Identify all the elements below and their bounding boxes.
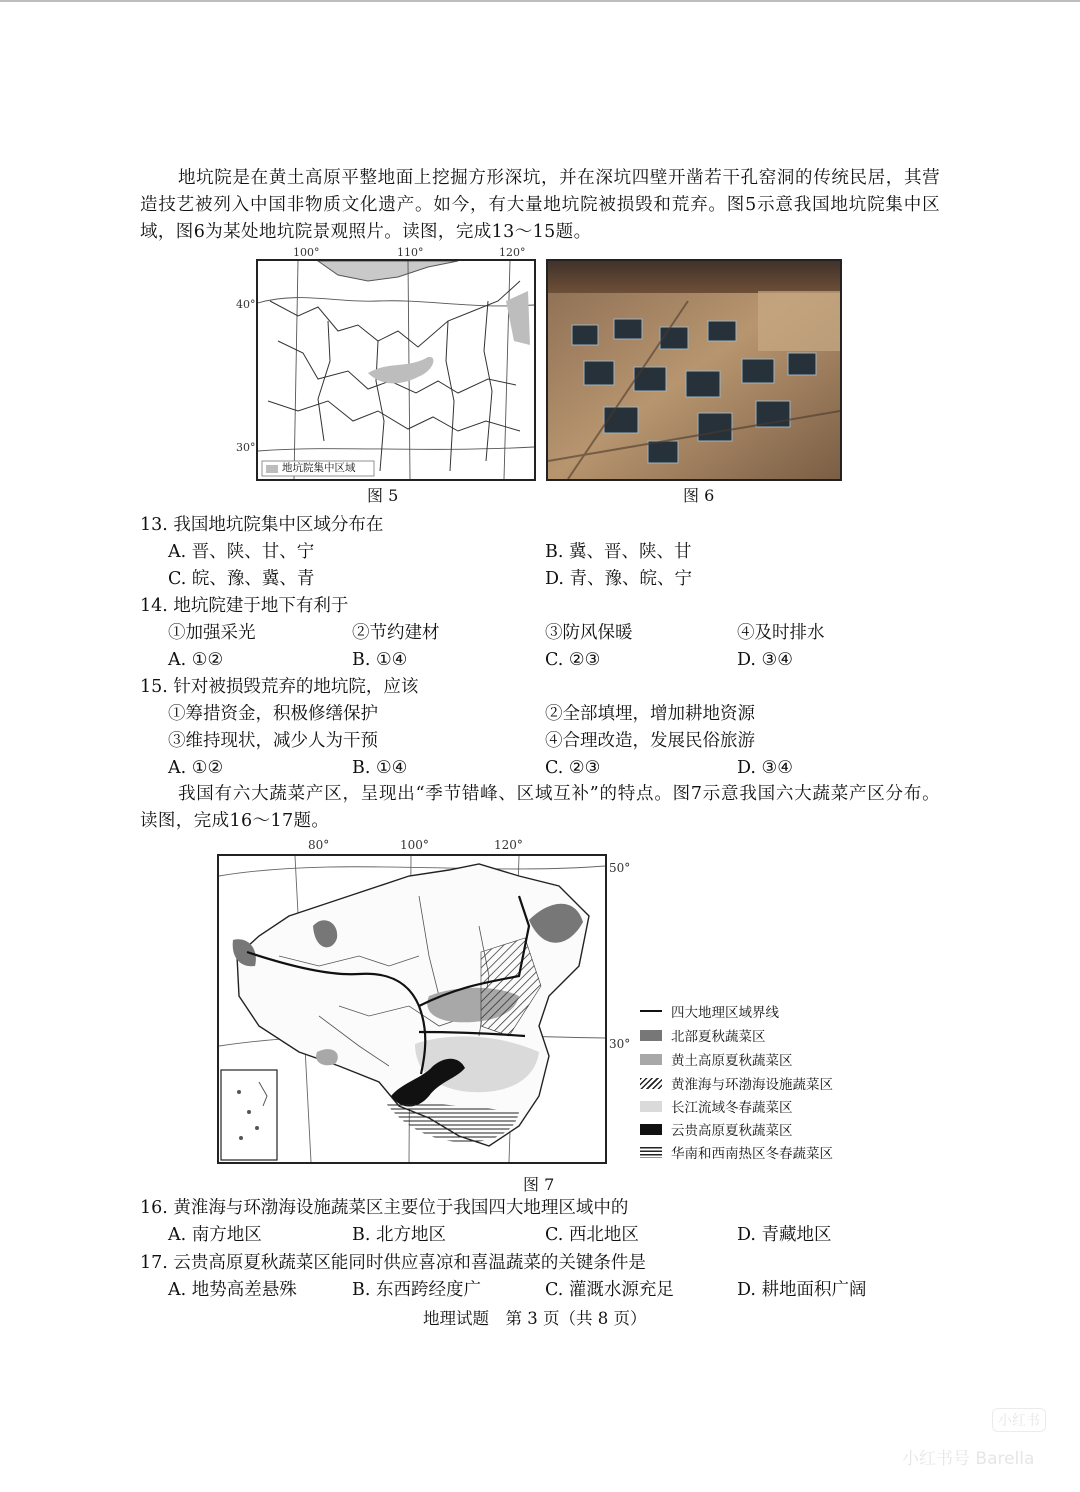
q13-stem: 13. 我国地坑院集中区域分布在 <box>140 515 384 535</box>
fig7-legend-yungui <box>640 1119 793 1139</box>
q15-option-b[interactable]: B. ①④ <box>352 758 408 778</box>
q14-item-4: ④及时排水 <box>737 623 825 643</box>
legend-label-huanghuaihai: 黄淮海与环渤海设施蔬菜区 <box>671 1077 833 1093</box>
q15-option-c[interactable]: C. ②③ <box>545 758 601 778</box>
fig7-legend-boundary <box>640 1001 779 1021</box>
q14-item-1: ①加强采光 <box>168 623 256 643</box>
fig5-lat-40: 40° <box>236 298 256 311</box>
q13-option-b[interactable]: B. 冀、晋、陕、甘 <box>545 542 692 562</box>
legend-label-loess: 黄土高原夏秋蔬菜区 <box>671 1053 793 1069</box>
q14-item-3: ③防风保暖 <box>545 623 633 643</box>
q14-option-b[interactable]: B. ①④ <box>352 650 408 670</box>
legend-swatch-huanghuaihai <box>640 1078 662 1089</box>
q14-option-c[interactable]: C. ②③ <box>545 650 601 670</box>
q15-option-d[interactable]: D. ③④ <box>737 758 793 778</box>
fig5-lon-110: 110° <box>397 246 424 259</box>
q17-option-d[interactable]: D. 耕地面积广阔 <box>737 1280 867 1300</box>
watermark-logo: 小红书 <box>992 1408 1046 1432</box>
q14-item-2: ②节约建材 <box>352 623 440 643</box>
fig7-caption: 图 7 <box>523 1175 555 1194</box>
fig5-lon-120: 120° <box>499 246 526 259</box>
fig5-map-drawing <box>258 261 534 479</box>
fig6-caption: 图 6 <box>683 486 715 505</box>
scan-top-edge <box>0 0 1080 2</box>
legend-label-boundary: 四大地理区域界线 <box>671 1005 779 1021</box>
fig7-lon-100: 100° <box>400 838 429 852</box>
q16-stem: 16. 黄淮海与环渤海设施蔬菜区主要位于我国四大地理区域中的 <box>140 1198 629 1218</box>
q13-option-a[interactable]: A. 晋、陕、甘、宁 <box>168 542 315 562</box>
q15-item-4: ④合理改造，发展民俗旅游 <box>545 731 755 751</box>
q17-option-a[interactable]: A. 地势高差悬殊 <box>168 1280 297 1300</box>
fig7-map-drawing <box>219 856 605 1162</box>
fig7-legend-loess <box>640 1049 793 1069</box>
fig7-legend-huanghuaihai <box>640 1073 833 1093</box>
legend-label-yangtze: 长江流域冬春蔬菜区 <box>671 1100 793 1116</box>
q16-option-d[interactable]: D. 青藏地区 <box>737 1225 832 1245</box>
q15-item-1: ①筹措资金，积极修缮保护 <box>168 704 378 724</box>
legend-swatch-yungui <box>640 1124 662 1135</box>
q15-option-a[interactable]: A. ①② <box>168 758 224 778</box>
fig5-lon-100: 100° <box>293 246 320 259</box>
fig7-legend-yangtze <box>640 1096 793 1116</box>
q16-option-c[interactable]: C. 西北地区 <box>545 1225 639 1245</box>
fig7-legend-south <box>640 1142 833 1162</box>
fig7-lon-80: 80° <box>308 838 330 852</box>
q15-item-3: ③维持现状，减少人为干预 <box>168 731 378 751</box>
fig7-lon-120: 120° <box>494 838 523 852</box>
figure-6-photo <box>546 259 842 481</box>
q17-option-b[interactable]: B. 东西跨经度广 <box>352 1280 481 1300</box>
fig5-legend-label: 地坑院集中区域 <box>282 462 356 474</box>
fig5-lat-30: 30° <box>236 441 256 454</box>
legend-label-yungui: 云贵高原夏秋蔬菜区 <box>671 1123 793 1139</box>
q17-stem: 17. 云贵高原夏秋蔬菜区能同时供应喜凉和喜温蔬菜的关键条件是 <box>140 1253 646 1273</box>
intro-paragraph-2: 我国有六大蔬菜产区，呈现出“季节错峰、区域互补”的特点。图7示意我国六大蔬菜产区分布。读图，完成16～17题。 <box>140 784 940 831</box>
q16-option-b[interactable]: B. 北方地区 <box>352 1225 446 1245</box>
legend-line-swatch <box>640 1010 662 1012</box>
legend-label-north: 北部夏秋蔬菜区 <box>671 1029 766 1045</box>
legend-swatch-north <box>640 1030 662 1041</box>
q13-option-c[interactable]: C. 皖、豫、冀、青 <box>168 569 315 589</box>
fig6-photo-drawing <box>548 261 840 479</box>
watermark-id: 小红书号 Barella <box>902 1449 1035 1469</box>
legend-label-south: 华南和西南热区冬春蔬菜区 <box>671 1146 833 1162</box>
legend-swatch-yangtze <box>640 1101 662 1112</box>
figure-7-map <box>217 854 607 1164</box>
page-footer: 地理试题 第 3 页（共 8 页） <box>423 1309 647 1328</box>
q16-option-a[interactable]: A. 南方地区 <box>168 1225 262 1245</box>
q14-stem: 14. 地坑院建于地下有利于 <box>140 596 349 616</box>
q15-item-2: ②全部填埋，增加耕地资源 <box>545 704 755 724</box>
q17-option-c[interactable]: C. 灌溉水源充足 <box>545 1280 674 1300</box>
fig7-lat-50: 50° <box>609 861 631 875</box>
q15-stem: 15. 针对被损毁荒弃的地坑院，应该 <box>140 677 419 697</box>
fig7-lat-30: 30° <box>609 1037 631 1051</box>
intro-paragraph-1: 地坑院是在黄土高原平整地面上挖掘方形深坑，并在深坑四壁开凿若干孔窑洞的传统民居，其营造技艺被列入中国非物质文化遗产。如今，有大量地坑院被损毁和荒弃。图5示意我国地坑院集中区域，图6为某处地坑院景观照片。读图，完成13～15题。 <box>140 168 940 242</box>
fig5-caption: 图 5 <box>367 486 399 505</box>
q14-option-a[interactable]: A. ①② <box>168 650 224 670</box>
figure-5-map <box>256 259 536 481</box>
fig7-legend-north <box>640 1025 766 1045</box>
q14-option-d[interactable]: D. ③④ <box>737 650 793 670</box>
legend-swatch-loess <box>640 1054 662 1065</box>
q13-option-d[interactable]: D. 青、豫、皖、宁 <box>545 569 693 589</box>
legend-swatch-south <box>640 1147 662 1158</box>
